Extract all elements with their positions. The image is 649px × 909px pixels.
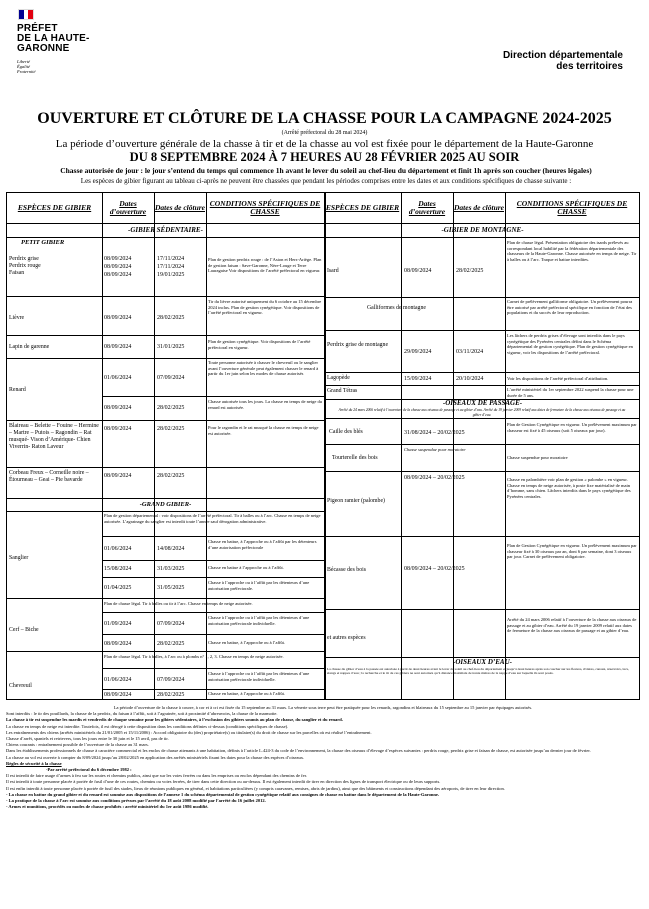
open-date: 08/09/2024 <box>104 426 132 432</box>
close-date: 28/02/2025 <box>157 315 185 321</box>
close-date: 28/02/2025 <box>157 473 185 479</box>
close-date: 31/03/2025 <box>157 566 185 572</box>
motto-liberte: Liberté <box>17 59 30 64</box>
footer-arrete-1982: -Par arrêté préfectoral du 6 décembre 1982 : <box>46 767 132 773</box>
conditions-text: Plan de gestion cynégétique. Voir dispositions de l’arrêté préfectoral en vigueur. <box>208 339 311 350</box>
direction-line-1: Direction départementale <box>502 50 623 61</box>
close-date: 28/02/2025 <box>157 405 185 411</box>
footer-armes: - Armes et munitions, procédés ou modes de chasse prohibés : arrêté ministériel du 1er août 1986 modifié. <box>6 804 209 810</box>
species-perdrix-montagne: Perdrix grise de montagne <box>327 342 389 348</box>
close-date: 31/05/2025 <box>157 585 185 591</box>
species-renard: Renard <box>9 387 26 393</box>
species-lievre: Lièvre <box>9 315 25 321</box>
footer-courre: La période d’ouverture de la chasse à courre, à cor et à cri est fixée du 15 septembre au 31 mars. La vénerie sous terre peut être pratiquée pour les renards, ragondins et blaireaux du 15 septembre au 15 janvier par équipages autorisés. <box>113 705 533 710</box>
species-autres: et autres espèces <box>327 635 366 641</box>
footer-arc: - La pratique de la chasse à l’arc est soumise aux conditions prévues par l’arrêté du 18 août 2008 modifié par l’arrêté du 16 juillet 2012. <box>6 798 266 804</box>
passage-note: Arrêté du 24 mars 2006 relatif à l’ouverture de la chasse aux oiseaux de passage et au gibier d’eau. Arrêté du 19 janvier 2009 relatif aux dates de fermeture de la chasse aux oiseaux de passage et au gibier d’eau. <box>338 408 626 417</box>
open-date: 01/09/2024 <box>104 621 132 627</box>
species-corvides: Corbeau Freux – Corneille noire – Étourneau – Geai – Pie bavarde <box>9 470 89 483</box>
col-open-right: Dates d’ouverture <box>408 199 446 216</box>
conditions-sanglier: Plan de gestion départemental : voir dispositions de l’arrêté préfectoral. Tir à balles ou à l’arc. Chasse en temps de neige autorisée. L’agrainage du sanglier est interdit toute l’année sauf dérogation administrative. <box>104 513 321 524</box>
footer-battue: - La chasse en battue du grand gibier et du renard est soumise aux dispositions de l’annexe 1 du schéma départemental de gestion cynégétique relatif aux consignes de chasse en battue dans le département de la Haute-Garonne. <box>6 791 440 797</box>
conditions-text: Chasse en palombière voir plan de gestion « palombe » en vigueur. Chasse en temps de neige autorisée, à poste fixe matérialisé de main d’homme, sans chien. Lâchers interdits dans le pays cynégétique des Pyrénées centrales. <box>507 477 631 499</box>
footer-vol: La chasse au vol est ouverte à compter du 8/09/2024 jusqu’au 28/02/2025 en application des arrêtés ministériels fixant les dates pour la chasse des espèces d’oiseaux. <box>6 754 305 760</box>
conditions-text: Toute personne autorisée à chasser le chevreuil ou le sanglier avant l’ouverture générale peut également chasser le renard à partir du 1er juin selon les modes de chasse autorisés <box>208 360 319 376</box>
footer-neige: La chasse en temps de neige est interdite. Toutefois, il est dérogé à cette disposition dans les conditions définies ci-dessus (conditions spécifiques de chasse). <box>6 723 289 729</box>
open-date: 01/06/2024 <box>104 375 132 381</box>
marianne-flag-icon <box>18 9 34 20</box>
prefecture-line-3: GARONNE <box>17 43 70 54</box>
passage-dates: 08/09/2024 – 20/02/2025 <box>404 566 465 572</box>
hunting-table <box>6 192 640 700</box>
species-pigeon-ramier: Pigeon ramier (palombe) <box>327 498 385 504</box>
conditions-text: Tir du lièvre autorisé uniquement du 6 octobre au 15 décembre 2024 inclus. Plan de gestion cynégétique. Voir dispositions de l’arrêté préfectoral en vigueur. <box>208 299 322 315</box>
season-dates: DU 8 SEPTEMBRE 2024 À 7 HEURES AU 28 FÉVRIER 2025 AU SOIR <box>129 150 520 164</box>
subsection-petit-gibier: PETIT GIBIER <box>21 239 65 246</box>
species-becasse: Bécasse des bois <box>327 567 366 573</box>
conditions-text: Arrêté du 24 mars 2006 relatif à l’ouverture de la chasse aux oiseaux de passage et au gibier d’eau. Arrêté du 19 janvier 2009 relatif aux dates de fermeture de la chasse aux oiseaux de passage et au gibier d’eau. <box>507 617 637 633</box>
species-lagopede: Lagopède <box>327 375 350 381</box>
open-date: 08/09/2024 08/09/2024 08/09/2024 <box>104 256 132 278</box>
footer-etablissements: Dans les établissements professionnels de chasse à caractère commercial et les enclos de chasse attenants à une habitation, définis à l’article L.424-3 du code de l’environnement, la chasse des oiseaux d’élevage d’espèces suivantes : perdrix rouge, perdrix grise et faisan de chasse, est autorisée jusqu’au dernier jour de février. <box>6 748 591 754</box>
motto-egalite: Égalité <box>17 64 30 69</box>
republic-motto <box>17 59 36 74</box>
open-date: 01/04/2025 <box>104 585 132 591</box>
footer-entrainement: Les entraînements des chiens (arrêtés ministériels du 21/01/2005 et 15/11/2006) : Accord obligatoire du (des) propriétaire(s) ou titulaire(s) du droit de chasse sur les parcelles où est réalisé l’entraînement. <box>6 729 372 735</box>
footer-routes: Il est interdit de faire usage d’armes à feu sur les routes et chemins publics, ainsi que sur les voies ferrées ou dans les emprises ou enclos dépendant des chemins de fer. <box>6 773 308 779</box>
conditions-text: Plan de Gestion Cynégétique en vigueur. Un prélèvement maximum par chasseur fixé à 30 oiseaux par an, dont 6 par semaine, dont 3 oiseaux par jour. Carnet de prélèvement obligatoire. <box>507 543 637 559</box>
conditions-cerf: Plan de chasse légal. Tir à balles ou tir à l’arc. Chasse en temps de neige autorisée. <box>104 601 253 606</box>
open-date: 15/09/2024 <box>404 376 432 382</box>
passage-dates: 08/09/2024 – 20/02/2025 <box>404 475 465 481</box>
open-date: 08/09/2024 <box>104 344 132 350</box>
close-date: 03/11/2024 <box>456 349 484 355</box>
conditions-text: Chasse en battue, à l’approche ou à l’affût. <box>208 691 286 696</box>
conditions-text: Chasse suspendue pour moratoire <box>507 455 568 460</box>
passage-dates: Chasse suspendue pour moratoire <box>404 447 466 452</box>
conditions-text: Chasse en battue, à l’approche ou à l’affût. <box>208 640 286 645</box>
section-oiseaux-passage: -OISEAUX DE PASSAGE- <box>442 399 523 407</box>
open-date: 08/09/2024 <box>104 692 132 698</box>
prefecture-line-1: PRÉFET <box>17 23 58 34</box>
open-date: 01/06/2024 <box>104 677 132 683</box>
species-tourterelle: Tourterelle des bois <box>332 455 378 461</box>
footer-interdits: Sont interdits : le tir des pouillards, la chasse de la perdrix, du faisan à l’affût, soit à l’agrainée, soit à proximité d’abreuvoirs, la chasse de la marmotte. <box>6 711 278 717</box>
direction-line-2: des territoires <box>556 61 623 72</box>
conditions-text: Chasse à l’approche ou à l’affût par les détenteurs d’une autorisation préfectorale. <box>208 580 310 591</box>
conditions-text: Les lâchers de perdrix grises d’élevage sont interdits dans le pays cynégétique des Pyrénées centrales défini dans le Schéma départemental de gestion cynégétique. Plan de gestion cynégétique en vigueur, voir les dispositions de l’arrêté préfectoral. <box>507 333 633 355</box>
col-open-left: Dates d’ouverture <box>109 199 147 216</box>
daytime-rule: Chasse autorisée de jour : le jour s’entend du temps qui commence 1h avant le lever du soleil au chef-lieu du département et finit 1h après son coucher (heures légales) <box>60 166 592 175</box>
conditions-text: Chasse à l’approche ou à l’affût par les détenteurs d’une autorisation préfectorale individuelle. <box>208 671 310 682</box>
conditions-text: Chasse à l’approche ou à l’affût par les détenteurs d’une autorisation préfectorale individuelle. <box>208 615 310 626</box>
motto-fraternite: Fraternité <box>17 69 36 74</box>
close-date: 28/02/2025 <box>157 426 185 432</box>
col-conditions-left: CONDITIONS SPÉCIFIQUES DE CHASSE <box>209 199 321 216</box>
conditions-text: Plan de chasse légal. Présentation obligatoire des isards prélevés au correspondant local habilité par la fédération départementale des chasseurs de la Haute-Garonne. Chasse autorisée en temps de neige. Tir à balles ou à l’arc. Traque et battue interdites. <box>507 240 637 262</box>
eau-note: La chasse du gibier d’eau à la passée est autorisée à partir de deux heures avant le lever du soleil au chef-lieu du département et jusqu’à deux heures après son coucher sur les fleuves, rivières, canaux, réservoirs, lacs, étangs et nappes d’eau ; la recherche et le tir de ces gibiers ne sont autorisés qu’à distance maximale de trente mètres de la nappe d’eau sur laquelle ils sont posés. <box>327 667 629 676</box>
footer-notes <box>6 705 640 810</box>
close-date: 28/02/2025 <box>456 268 484 274</box>
direction-name <box>503 50 623 72</box>
conditions-text: L’arrêté ministériel du 1er septembre 2022 suspend la chasse pour une durée de 5 ans. <box>507 387 634 398</box>
passage-dates: 31/08/2024 – 20/02/2025 <box>404 430 465 436</box>
footer-stades: Il est enfin interdit à toute personne placée à portée de fusil des stades, lieux de réunions publiques en général, et habitations particulières (y compris caravanes, remises, abris de jardins), ainsi que des bâtiments et constructions dépendant des aéroports, de tirer en leur direction. <box>6 785 505 791</box>
col-close-left: Dates de clôture <box>155 203 205 212</box>
close-date: 14/08/2024 <box>157 546 185 552</box>
species-isard: Isard <box>327 268 339 274</box>
footer-courants: Chiens courants : entraînement possible de l’ouverture de la chasse au 31 mars. <box>6 742 149 748</box>
prefecture-logo-text <box>17 24 90 54</box>
prefecture-line-2: DE LA HAUTE- <box>17 33 90 44</box>
conditions-text: Plan de gestion perdrix rouge : de l’Aston et Hers-Ariège. Plan de gestion faisan : Save-Garonne, Nère-Louge et Terre Lauragaise Voir dispositions de l’arrêté préfectoral en vigueur. <box>208 257 322 273</box>
document-title: OUVERTURE ET CLÔTURE DE LA CHASSE POUR LA CAMPAGNE 2024-2025 <box>37 110 612 127</box>
col-conditions-right: CONDITIONS SPÉCIFIQUES DE CHASSE <box>516 199 628 216</box>
close-date: 07/09/2024 <box>157 677 185 683</box>
section-gibier-sedentaire: -GIBIER SÉDENTAIRE- <box>128 226 203 234</box>
open-date: 08/09/2024 <box>104 641 132 647</box>
footer-suspension: La chasse à tir est suspendue les mardis et vendredis de chaque semaine pour les gibiers sédentaires, à l’exclusion des gibiers soumis au plan de chasse, du sanglier et du renard. <box>6 717 343 723</box>
table-intro-note: Les espèces de gibier figurant au tableau ci-après ne peuvent être chassées que pendant les périodes comprises entre les dates et aux conditions spécifiques de chasse suivante : <box>80 177 572 185</box>
species-perdrix-faisan: Perdrix grise Perdrix rouge Faisan <box>9 256 41 276</box>
close-date: 31/01/2025 <box>157 344 185 350</box>
conditions-text: Pour le ragondin et le rat musqué la chasse en temps de neige est autorisée. <box>208 425 319 436</box>
conditions-text: Chasse autorisée tous les jours. La chasse en temps de neige du renard est autorisée. <box>208 399 322 410</box>
close-date: 07/09/2024 <box>157 375 185 381</box>
section-oiseaux-eau: -OISEAUX D’EAU- <box>453 658 512 666</box>
conditions-text: Chasse en battue à l’approche ou à l’affût. <box>208 565 284 570</box>
open-date: 15/08/2024 <box>104 566 132 572</box>
open-date: 01/06/2024 <box>104 546 132 552</box>
close-date: 28/02/2025 <box>157 641 185 647</box>
open-date: 08/09/2024 <box>104 405 132 411</box>
species-lapin: Lapin de garenne <box>9 344 50 350</box>
document-header <box>0 0 649 108</box>
species-chevreuil: Chevreuil <box>9 683 32 689</box>
species-grand-tetras: Grand Tétras <box>327 388 358 394</box>
close-date: 07/09/2024 <box>157 621 185 627</box>
col-species-right: ESPÈCES DE GIBIER <box>325 203 400 212</box>
conditions-text: Voir les dispositions de l’arrêté préfectoral d’attribution. <box>507 376 609 381</box>
section-gibier-montagne: -GIBIER DE MONTAGNE- <box>441 226 524 234</box>
species-cerf-biche: Cerf – Biche <box>9 627 39 633</box>
conditions-text: Carnet de prélèvement galliforme obligatoire. Un prélèvement pourra être autorisé par arrêté préfectoral spécifique en fonction de l’état des populations et du succès de leur reproduction. <box>507 299 633 315</box>
open-date: 08/09/2024 <box>404 268 432 274</box>
close-date: 28/02/2025 <box>157 692 185 698</box>
conditions-text: Chasse en battue, à l’approche ou à l’affût par les détenteurs d’une autorisation préfectorale <box>208 539 317 550</box>
conditions-chevreuil: Plan de chasse légal. Tir à balles, à l’arc ou à plombs n° 1, 2, 3. Chasse en temps de neige autorisée. <box>104 654 284 659</box>
species-caille: Caille des blés <box>329 429 363 435</box>
subsection-grand-gibier: -GRAND GIBIER- <box>139 501 192 508</box>
col-close-right: Dates de clôture <box>454 203 504 212</box>
open-date: 29/09/2024 <box>404 349 432 355</box>
species-nuisibles: Blaireau – Belette – Fouine – Hermine – Martre – Putois – Ragondin – Rat musqué- Vison d’Amérique- Chien Viverrin- Raton Laveur <box>9 423 99 450</box>
footer-arret: Chasse d’arrêt, spaniels et retrievers, tous les jours entre le 30 juin et le 15 avril, pas de tir. <box>6 736 169 742</box>
species-sanglier: Sanglier <box>9 555 29 561</box>
open-date: 08/09/2024 <box>104 473 132 479</box>
intro-text: La période d’ouverture générale de la chasse à tir et de la chasse au vol est fixée pour le département de la Haute-Garonne <box>55 138 594 150</box>
document-subtitle: (Arrêté préfectoral du 28 mai 2024) <box>281 130 368 136</box>
open-date: 08/09/2024 <box>104 315 132 321</box>
species-galliformes: Galliformes de montagne <box>367 305 426 311</box>
col-species-left: ESPÈCES DE GIBIER <box>17 203 92 212</box>
conditions-text: Plan de Gestion Cynégétique en vigueur. Un prélèvement maximum par chasseur est fixé à 45 oiseaux (soit 5 oiseaux par jour). <box>507 422 637 433</box>
close-date: 17/11/2024 17/11/2024 19/01/2025 <box>157 256 185 278</box>
footer-portee: Il est interdit à toute personne placée à portée de fusil d’une de ces routes, chemins ou voies ferrées, de tirer dans cette direction ou au-dessus. Il est également interdit de tirer en direction des lignes de transport électrique ou de leurs supports. <box>6 779 441 785</box>
close-date: 20/10/2024 <box>456 376 484 382</box>
footer-securite-title: Règles de sécurité à la chasse <box>6 760 62 766</box>
